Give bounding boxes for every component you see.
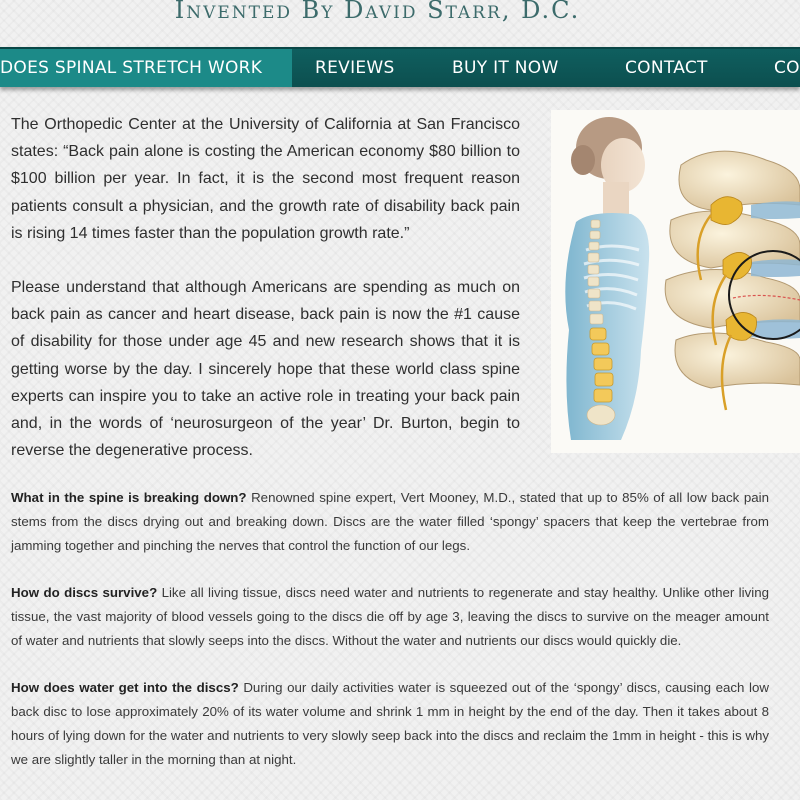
nav-item-spinal-stretch[interactable]: DOES SPINAL STRETCH WORK — [0, 49, 292, 87]
nav-item-buy-it-now[interactable]: BUY IT NOW — [452, 58, 559, 78]
intro-paragraph-2: Please understand that although Americans are spending as much on back pain as cancer and heart disease, back pain is now the #1 cause of disability for those under age 45 and new research shows that it is getting worse by the day. I sincerely hope that these world class spine experts can inspire you to take an active role in treating your back pain and, in the words of ‘neurosurgeon of the year’ Dr. Burton, begin to reverse the degenerative process. — [11, 279, 520, 460]
qa-question: How do discs survive? — [11, 585, 158, 600]
qa-answer: During our daily activities water is squeezed out of the ‘spongy’ discs, causing each low back disc to lose approximately 20% of its water volume and shrink 1 mm in height by the end of the day. Then it takes about 8 hours of lying down for the water and nutrients to very slowly seep back into the discs and reclaim the 1mm in height - this is why we are slightly taller in the morning than at night. — [11, 680, 769, 767]
nav-item-contact[interactable]: CONTACT — [625, 58, 708, 78]
intro-text — [11, 111, 520, 491]
qa-answer: Renowned spine expert, Vert Mooney, M.D., stated that up to 85% of all low back pain stems from the discs drying out and breaking down. Discs are the water filled ‘spongy’ spacers that keep the vertebrae from jamming together and pinching the nerves that control the function of our legs. — [11, 490, 770, 553]
qa-question: What in the spine is breaking down? — [11, 490, 247, 505]
qa-section — [11, 486, 769, 795]
nav-item-reviews[interactable]: REVIEWS — [315, 58, 395, 78]
qa-answer: Like all living tissue, discs need water and nutrients to regenerate and stay healthy. Unlike other living tissue, the vast majority of blood vessels going to the discs die off by age 3, leaving the discs to survive on the meager amount of water and nutrients that slowly seeps into the discs. Without the water and nutrients our discs would quickly die. — [11, 585, 769, 648]
qa-question: How does water get into the discs? — [11, 680, 239, 695]
qa-item — [11, 676, 769, 772]
main-navigation — [0, 47, 800, 87]
spine-illustration — [551, 110, 800, 453]
nav-item-overflow[interactable]: CO — [774, 58, 800, 78]
intro-paragraph-1: The Orthopedic Center at the University of California at San Francisco states: “Back pain alone is costing the American economy $80 billion to $100 billion per year. In fact, it is the second most frequent reason patients consult a physician, and the growth rate of disability back pain is rising 14 times faster than the population growth rate.” — [11, 116, 520, 242]
qa-item — [11, 486, 769, 558]
qa-item — [11, 581, 769, 653]
site-tagline: Invented By David Starr, D.C. — [174, 0, 581, 24]
spine-illustration-graphic — [551, 110, 800, 453]
